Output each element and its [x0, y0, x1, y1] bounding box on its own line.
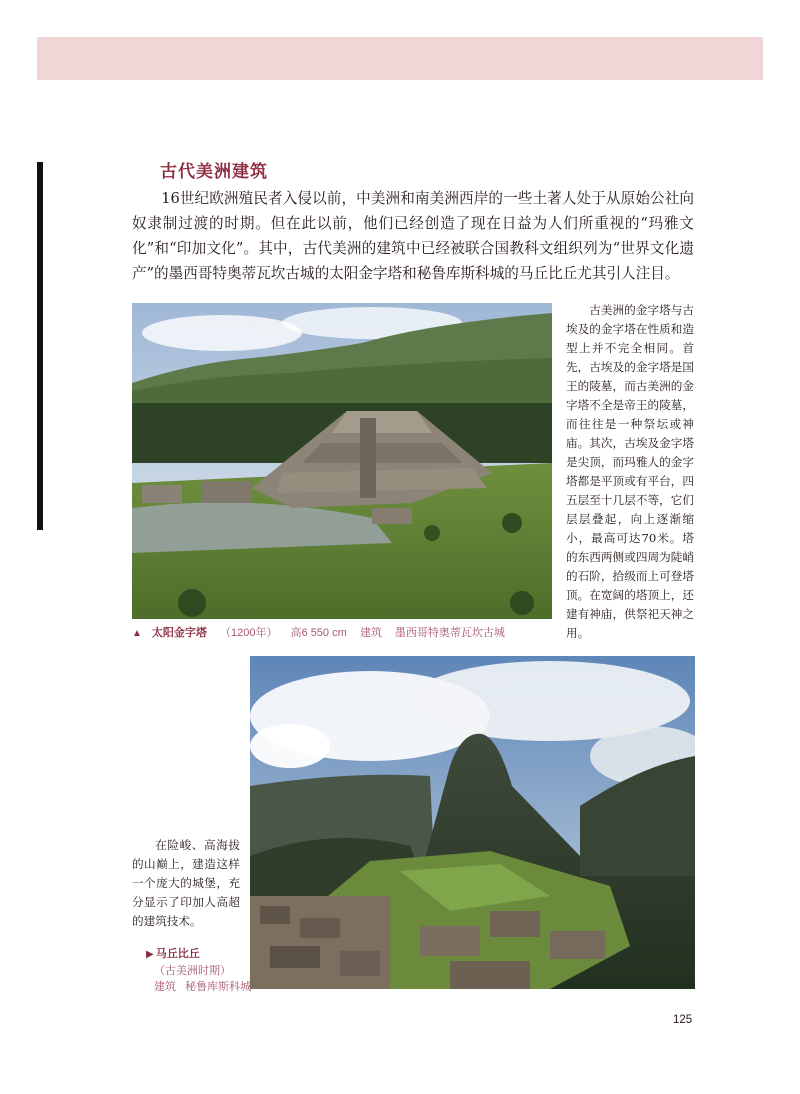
triangle-right-icon: ▶ [146, 949, 154, 960]
caption-date: （1200年） [219, 627, 278, 639]
caption-location: 墨西哥特奥蒂瓦坎古城 [394, 627, 505, 639]
caption-location: 秘鲁库斯科城 [185, 981, 252, 993]
caption-category: 建筑 [154, 981, 176, 993]
machu-picchu-photo [250, 656, 695, 989]
machu-picchu-side-note: 在险峻、高海拔的山巅上，建造这样一个庞大的城堡，充分显示了印加人高超的建筑技术。 [132, 838, 240, 928]
pyramid-of-the-sun-photo [132, 303, 552, 619]
caption-height: 高6 550 cm [290, 627, 347, 639]
section-title: 古代美洲建筑 [160, 162, 268, 182]
header-band [37, 37, 763, 80]
intro-paragraph: 16世纪欧洲殖民者入侵以前，中美洲和南美洲西岸的一些土著人处于从原始公社向奴隶制过渡的时期。但在此以前，他们已经创造了现在日益为人们所重视的“玛雅文化”和“印加文化”。其中，古代美洲的建筑中已经被联合国教科文组织列为“世界文化遗产”的墨西哥特奥蒂瓦坎古城的太阳金字塔和秘鲁库斯科城的马丘比丘尤其引人注目。 [132, 190, 694, 282]
caption-period: （古美洲时期） [154, 965, 231, 977]
pyramid-side-note: 古美洲的金字塔与古埃及的金字塔在性质和造型上并不完全相同。首先，古埃及的金字塔是国王的陵墓，而古美洲的金字塔不全是帝王的陵墓，而往往是一种祭坛或神庙。其次，古埃及金字塔是尖顶，而玛雅人的金字塔都是平顶或有平台，四五层至十几层不等，它们层层叠起，向上逐渐缩小，最高可达70米。塔的东西两侧或四周为陡峭的石阶，拾级而上可登塔顶。在宽阔的塔顶上，还建有神庙，供祭祀天神之用。 [566, 303, 694, 640]
machu-picchu-caption [146, 946, 251, 995]
pyramid-caption [132, 624, 515, 640]
caption-title: 马丘比丘 [155, 948, 200, 960]
triangle-up-icon: ▲ [132, 628, 142, 639]
caption-title: 太阳金字塔 [151, 627, 207, 639]
caption-category: 建筑 [359, 627, 382, 639]
side-accent-bar [37, 162, 43, 530]
page-number: 125 [673, 1014, 693, 1026]
